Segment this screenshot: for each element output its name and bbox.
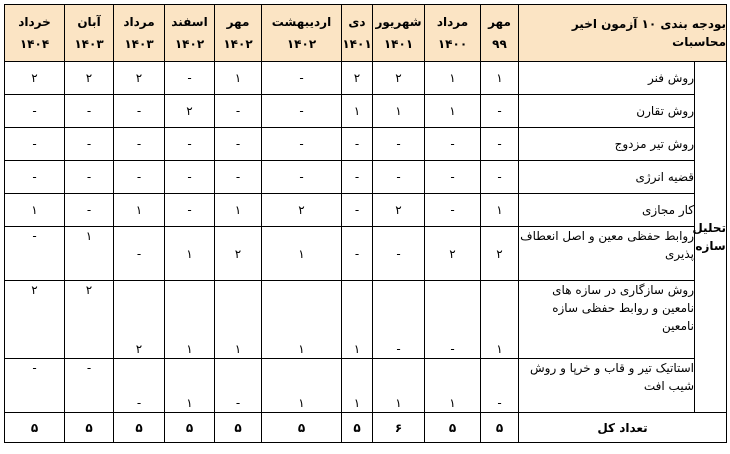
cell: - [65, 161, 114, 194]
total-label: تعداد کل [519, 413, 727, 443]
cell: ۲ [65, 281, 114, 359]
cell: ۲ [114, 62, 165, 95]
cell: ۱ [425, 62, 481, 95]
cell: - [342, 128, 373, 161]
cell: - [425, 161, 481, 194]
cell: - [262, 161, 342, 194]
column-year: ۱۴۰۲ [174, 37, 205, 51]
column-month: اردیبهشت [271, 15, 332, 29]
cell: ۲ [262, 194, 342, 227]
cell: - [425, 128, 481, 161]
column-month: مرداد [123, 15, 155, 29]
column-header [215, 5, 262, 62]
cell: ۲ [165, 95, 215, 128]
cell: - [373, 161, 425, 194]
cell: ۲ [373, 194, 425, 227]
cell: - [215, 359, 262, 413]
cell: - [215, 128, 262, 161]
total-cell: ۵ [114, 413, 165, 443]
cell: - [114, 161, 165, 194]
cell: ۲ [425, 227, 481, 281]
header-row [5, 5, 727, 62]
cell: ۱ [481, 281, 519, 359]
cell: - [5, 128, 65, 161]
cell: ۲ [215, 227, 262, 281]
column-year: ۱۴۰۲ [223, 37, 253, 51]
column-year: ۹۹ [492, 37, 507, 51]
row-label: روش تقارن [519, 95, 695, 128]
cell: - [114, 95, 165, 128]
cell: - [65, 95, 114, 128]
total-cell: ۵ [5, 413, 65, 443]
cell: - [114, 359, 165, 413]
column-month: شهریور [375, 15, 422, 29]
cell: - [65, 194, 114, 227]
cell: ۱ [165, 281, 215, 359]
cell: - [215, 95, 262, 128]
total-cell: ۵ [215, 413, 262, 443]
cell: - [165, 128, 215, 161]
column-year: ۱۴۰۱ [383, 37, 414, 51]
cell: - [65, 128, 114, 161]
cell: ۱ [5, 194, 65, 227]
column-year: ۱۴۰۰ [437, 37, 468, 51]
cell: ۱ [425, 95, 481, 128]
cell: - [114, 227, 165, 281]
cell: ۲ [373, 62, 425, 95]
row-label: روابط حفظی معین و اصل انعطاف پذیری [519, 227, 695, 281]
cell: ۲ [342, 62, 373, 95]
cell: - [373, 128, 425, 161]
cell: - [425, 194, 481, 227]
cell: ۲ [5, 62, 65, 95]
column-header [65, 5, 114, 62]
cell: ۱ [262, 359, 342, 413]
cell: - [481, 95, 519, 128]
cell: ۱ [425, 359, 481, 413]
exam-budget-table [4, 4, 727, 443]
row-label: استاتیک تیر و قاب و خرپا و روش شیب افت [519, 359, 695, 413]
column-year: ۱۴۰۳ [74, 37, 104, 51]
total-cell: ۵ [65, 413, 114, 443]
cell: ۲ [65, 62, 114, 95]
cell: ۱ [165, 227, 215, 281]
total-row [5, 413, 727, 443]
cell: ۲ [5, 281, 65, 359]
table-row [5, 62, 727, 95]
table-row [5, 227, 727, 281]
cell: ۱ [262, 281, 342, 359]
cell: - [262, 95, 342, 128]
total-cell: ۵ [481, 413, 519, 443]
cell: ۱ [114, 194, 165, 227]
column-header [481, 5, 519, 62]
cell: - [481, 128, 519, 161]
cell: ۱ [215, 194, 262, 227]
cell: - [215, 161, 262, 194]
row-label: قضیه انرژی [519, 161, 695, 194]
cell: - [165, 62, 215, 95]
table-title: بودجه بندی ۱۰ آزمون اخیر محاسبات [519, 5, 727, 62]
column-month: دی [348, 15, 366, 29]
cell: ۱ [262, 227, 342, 281]
cell: - [373, 227, 425, 281]
cell: - [425, 281, 481, 359]
column-header [114, 5, 165, 62]
cell: - [481, 161, 519, 194]
cell: - [481, 359, 519, 413]
row-label: کار مجازی [519, 194, 695, 227]
cell: - [262, 128, 342, 161]
column-month: اسفند [171, 15, 208, 29]
total-cell: ۵ [342, 413, 373, 443]
total-cell: ۵ [165, 413, 215, 443]
column-month: مرداد [436, 15, 469, 29]
total-cell: ۵ [262, 413, 342, 443]
cell: - [65, 359, 114, 413]
cell: - [165, 161, 215, 194]
cell: - [5, 359, 65, 413]
table-row [5, 161, 727, 194]
column-month: مهر [488, 15, 511, 29]
column-month: خرداد [18, 15, 51, 29]
column-year: ۱۴۰۴ [19, 37, 50, 51]
cell: - [5, 227, 65, 281]
table-row [5, 359, 727, 413]
column-year: ۱۴۰۱ [342, 37, 372, 51]
cell: ۱ [373, 359, 425, 413]
cell: - [342, 227, 373, 281]
column-header [5, 5, 65, 62]
table-row [5, 95, 727, 128]
cell: ۱ [342, 95, 373, 128]
column-month: آبان [77, 15, 101, 29]
cell: ۱ [65, 227, 114, 281]
column-header [342, 5, 373, 62]
column-header [165, 5, 215, 62]
cell: ۱ [165, 359, 215, 413]
column-header [262, 5, 342, 62]
column-year: ۱۴۰۳ [124, 37, 154, 51]
cell: ۲ [481, 227, 519, 281]
cell: - [342, 161, 373, 194]
group-label: تحلیل سازه [695, 62, 727, 413]
column-month: مهر [226, 15, 250, 29]
table-row [5, 281, 727, 359]
cell: - [262, 62, 342, 95]
cell: ۱ [481, 194, 519, 227]
column-year: ۱۴۰۲ [286, 37, 317, 51]
cell: ۱ [342, 281, 373, 359]
total-cell: ۶ [373, 413, 425, 443]
column-header [373, 5, 425, 62]
table-row [5, 128, 727, 161]
cell: - [5, 161, 65, 194]
total-cell: ۵ [425, 413, 481, 443]
cell: ۱ [481, 62, 519, 95]
row-label: روش سازگاری در سازه های نامعین و روابط حفظی سازه نامعین [519, 281, 695, 359]
cell: - [342, 194, 373, 227]
row-label: روش فنر [519, 62, 695, 95]
table-row [5, 194, 727, 227]
cell: ۲ [114, 281, 165, 359]
cell: - [165, 194, 215, 227]
column-header [425, 5, 481, 62]
cell: ۱ [215, 62, 262, 95]
cell: - [114, 128, 165, 161]
cell: - [5, 95, 65, 128]
cell: ۱ [373, 95, 425, 128]
cell: ۱ [215, 281, 262, 359]
cell: - [373, 281, 425, 359]
row-label: روش تیر مزدوج [519, 128, 695, 161]
cell: ۱ [342, 359, 373, 413]
